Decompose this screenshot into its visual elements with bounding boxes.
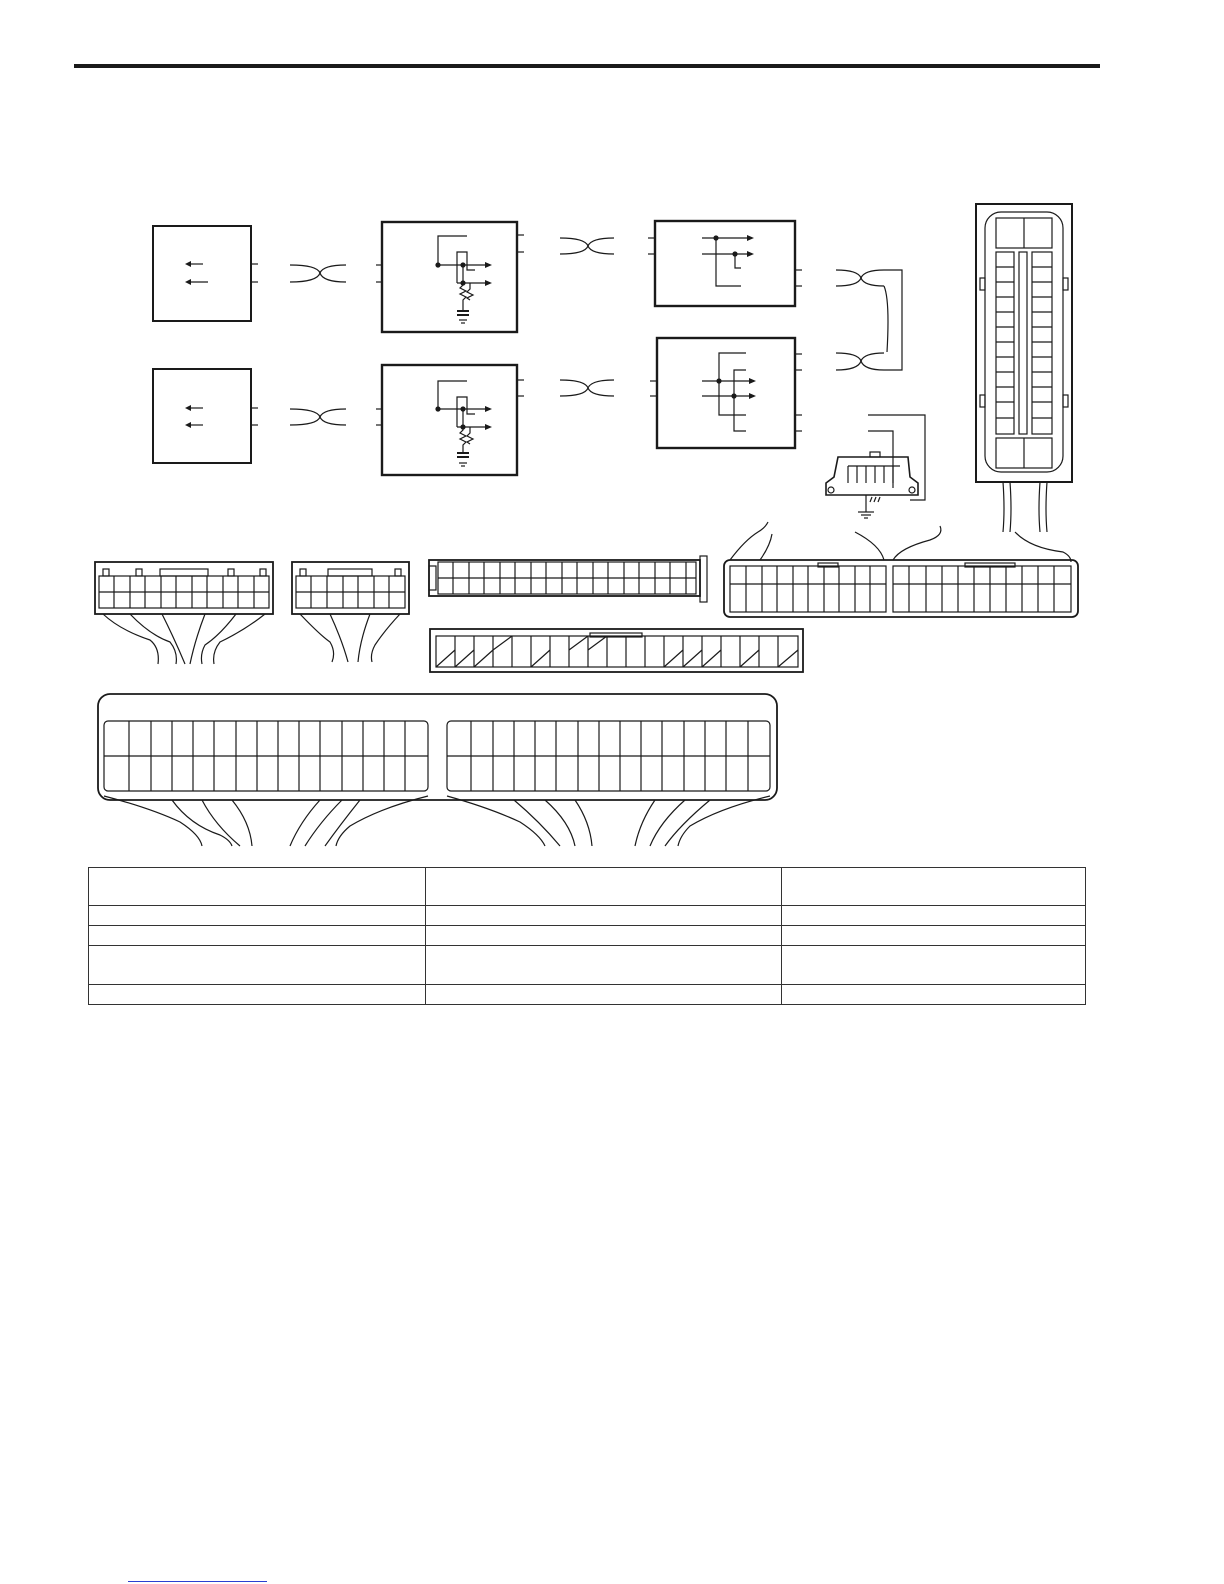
twisted-pair-6 [836,353,884,370]
table-row [89,868,1086,906]
twisted-pair-3 [560,238,614,254]
data-link-connector [826,415,925,518]
connector-d [724,522,1078,617]
twisted-pair-1 [290,265,346,282]
table-cell [426,985,782,1005]
table-row [89,926,1086,946]
connector-c [429,556,707,602]
left-module-top [153,226,258,321]
table-row [89,985,1086,1005]
twisted-pair-2 [290,409,346,425]
footer-link-underline[interactable] [128,1581,267,1582]
connector-a [95,562,273,664]
table-row [89,946,1086,985]
table-cell [89,868,426,906]
right-module-top [648,221,802,306]
left-module-bottom [153,369,258,463]
table-cell [89,985,426,1005]
middle-module-top [376,222,524,332]
table-cell [782,868,1086,906]
vertical-connector [976,204,1072,532]
table-row [89,906,1086,926]
strip-connector [430,629,803,672]
right-module-bottom [650,338,802,448]
table-cell [782,926,1086,946]
table-cell [426,946,782,985]
table-cell [426,926,782,946]
table-cell [89,906,426,926]
table-cell [89,926,426,946]
table-cell [782,946,1086,985]
middle-module-bottom [376,365,524,475]
table-cell [89,946,426,985]
table-cell [782,985,1086,1005]
twisted-pair-4 [560,380,614,396]
table-cell [782,906,1086,926]
spec-table [88,867,1086,1005]
connector-b [292,562,409,662]
table-cell [426,906,782,926]
table-cell [426,868,782,906]
ecm-connector [98,694,777,846]
